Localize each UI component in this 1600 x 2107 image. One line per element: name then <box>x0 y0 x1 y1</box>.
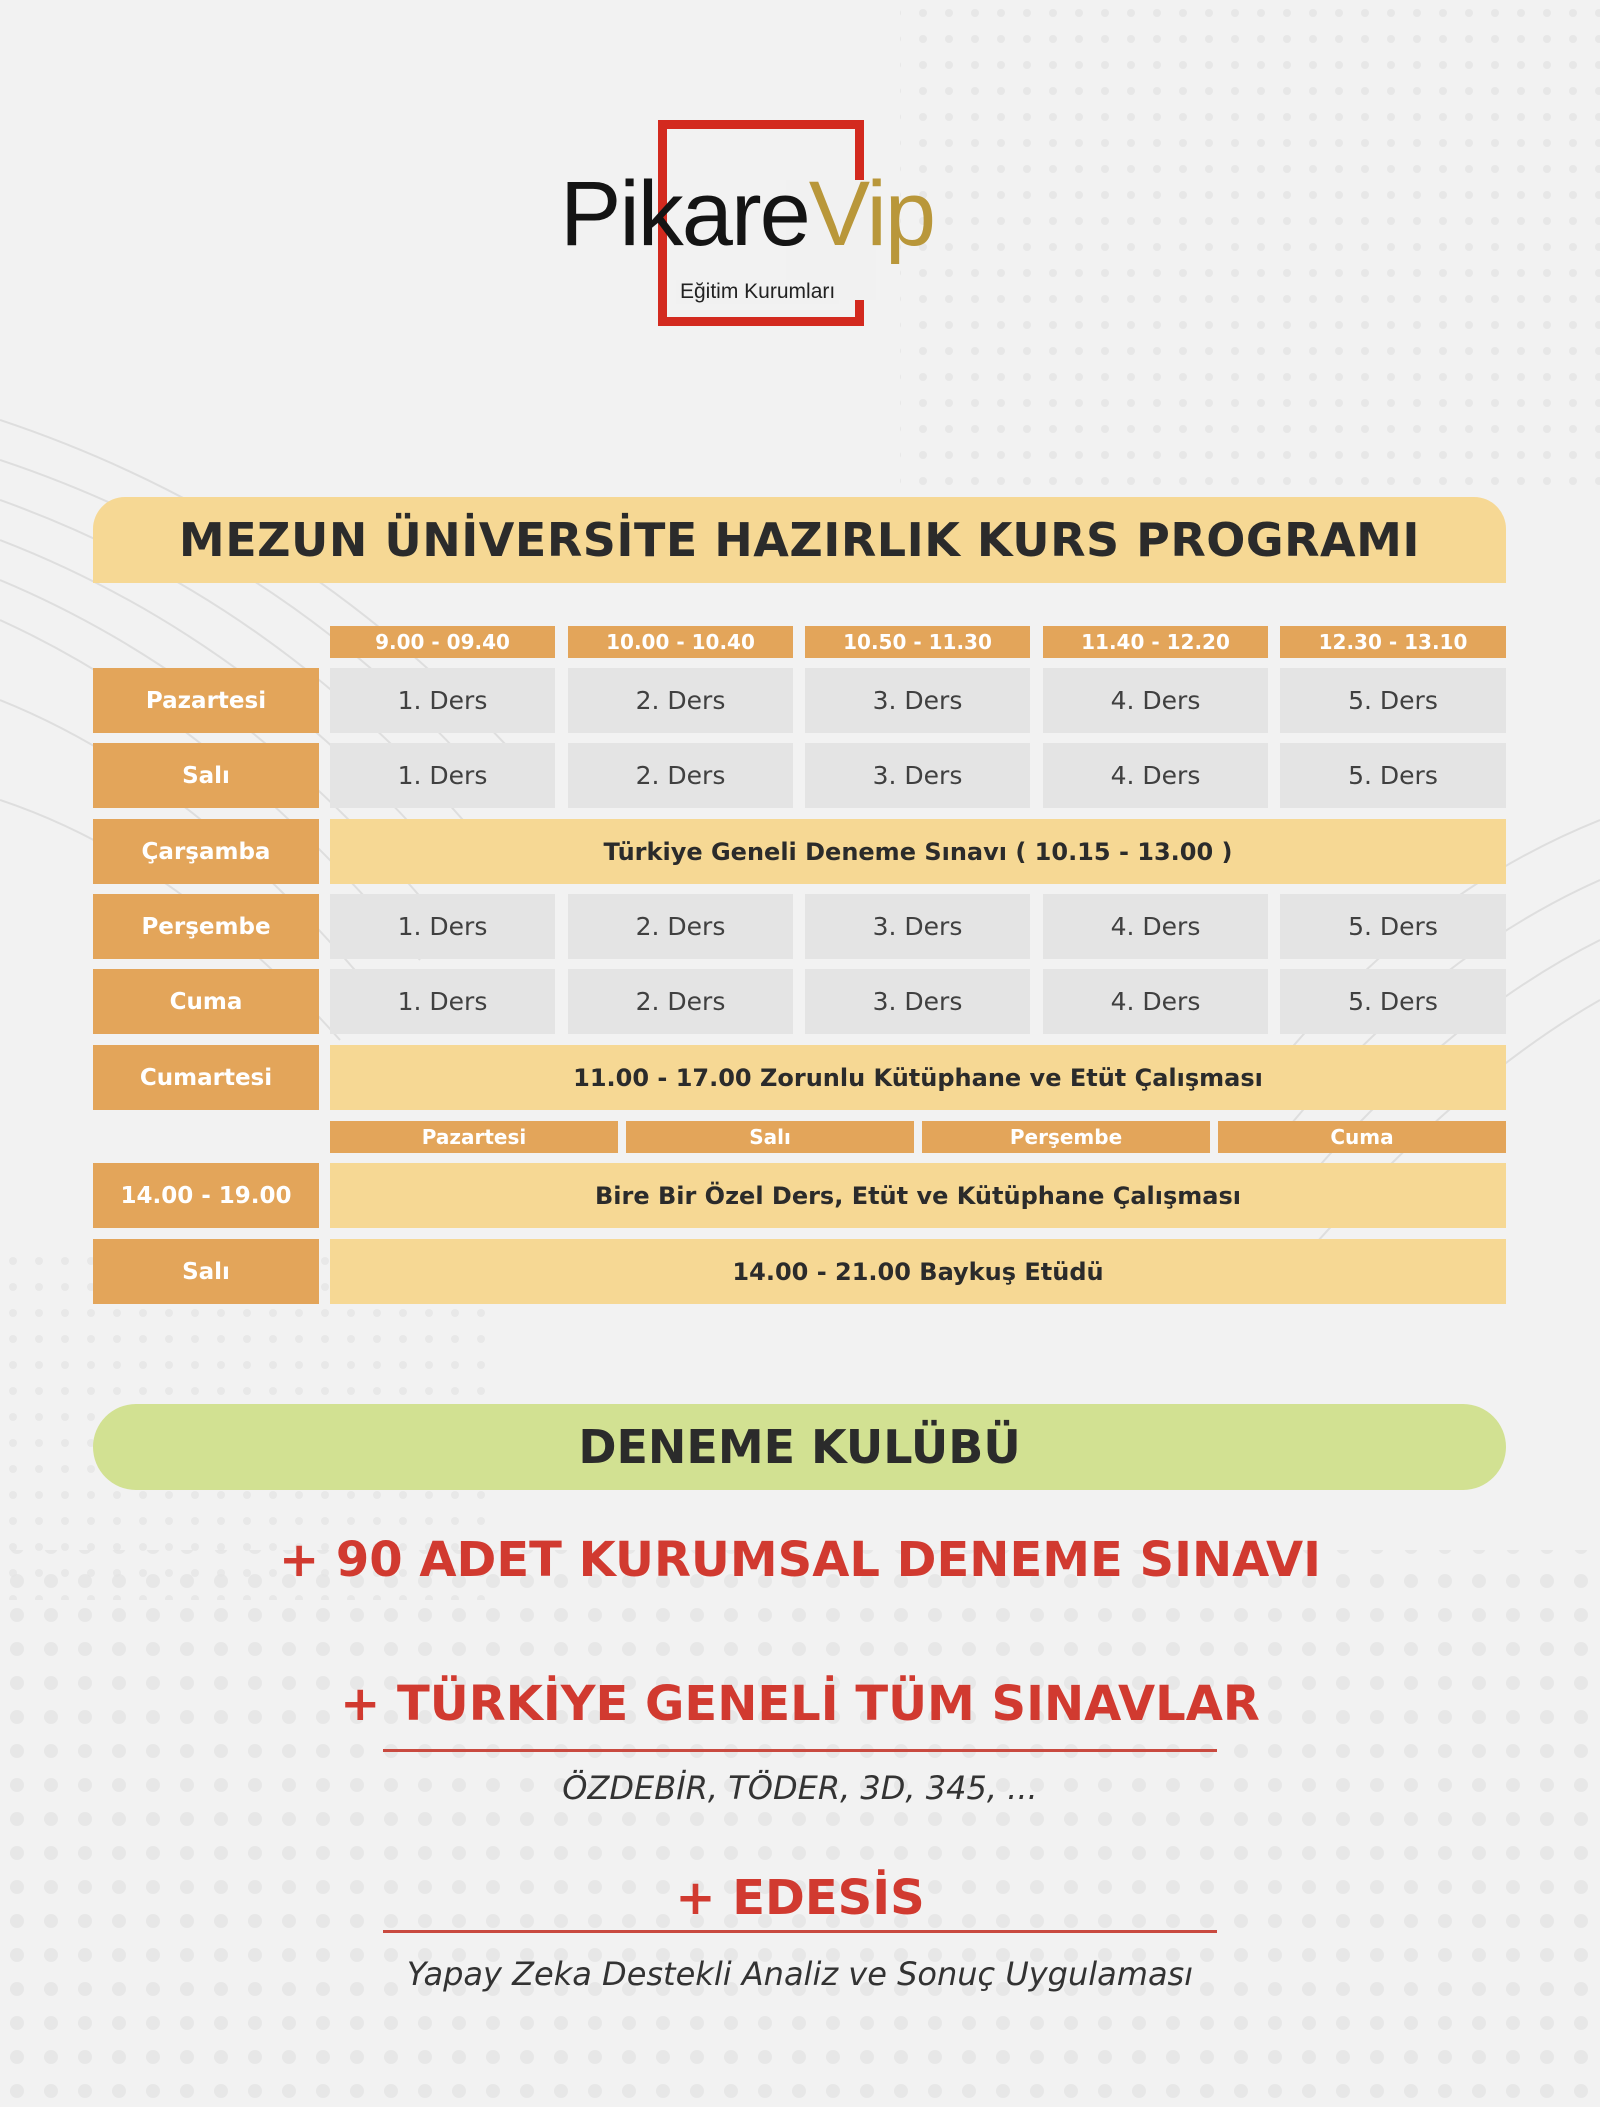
lesson-cell: 2. Ders <box>568 969 793 1034</box>
lesson-cell: 3. Ders <box>805 743 1030 808</box>
lesson-cell: 4. Ders <box>1043 668 1268 733</box>
afternoon-note: Bire Bir Özel Ders, Etüt ve Kütüphane Çalışması <box>330 1163 1506 1228</box>
club-item-exams: + 90 ADET KURUMSAL DENEME SINAVI <box>278 1532 1322 1588</box>
exam-note: Türkiye Geneli Deneme Sınavı ( 10.15 - 13.00 ) <box>330 819 1506 884</box>
day-label-cumartesi: Cumartesi <box>93 1045 319 1110</box>
time-slot-header: 11.40 - 12.20 <box>1043 626 1268 658</box>
brand-logo <box>560 120 1040 340</box>
lesson-cell: 4. Ders <box>1043 894 1268 959</box>
club-item-edesis: + EDESİS <box>675 1870 925 1926</box>
lesson-cell: 3. Ders <box>805 894 1030 959</box>
lesson-cell: 3. Ders <box>805 969 1030 1034</box>
lesson-cell: 4. Ders <box>1043 969 1268 1034</box>
club-item-national: + TÜRKİYE GENELİ TÜM SINAVLAR <box>340 1676 1260 1732</box>
baykus-note: 14.00 - 21.00 Baykuş Etüdü <box>330 1239 1506 1304</box>
lesson-cell: 2. Ders <box>568 668 793 733</box>
lesson-cell: 5. Ders <box>1280 743 1506 808</box>
club-item-edesis-sub: Yapay Zeka Destekli Analiz ve Sonuç Uygulaması <box>406 1955 1194 1993</box>
day-label-carsamba: Çarşamba <box>93 819 319 884</box>
lesson-cell: 5. Ders <box>1280 668 1506 733</box>
lesson-cell: 5. Ders <box>1280 894 1506 959</box>
lesson-cell: 1. Ders <box>330 894 555 959</box>
lesson-cell: 1. Ders <box>330 743 555 808</box>
day-label-persembe: Perşembe <box>93 894 319 959</box>
lesson-cell: 1. Ders <box>330 969 555 1034</box>
lesson-cell: 1. Ders <box>330 668 555 733</box>
divider <box>383 1749 1217 1752</box>
time-slot-header: 9.00 - 09.40 <box>330 626 555 658</box>
time-slot-header: 10.50 - 11.30 <box>805 626 1030 658</box>
lesson-cell: 2. Ders <box>568 743 793 808</box>
lesson-cell: 5. Ders <box>1280 969 1506 1034</box>
sub-day-header: Salı <box>626 1121 914 1153</box>
logo-wordmark: PikareVip <box>560 163 935 265</box>
library-note: 11.00 - 17.00 Zorunlu Kütüphane ve Etüt Çalışması <box>330 1045 1506 1110</box>
time-slot-header: 10.00 - 10.40 <box>568 626 793 658</box>
lesson-cell: 4. Ders <box>1043 743 1268 808</box>
sub-day-header: Cuma <box>1218 1121 1506 1153</box>
day-label-sali: Salı <box>93 743 319 808</box>
day-label-cuma: Cuma <box>93 969 319 1034</box>
lesson-cell: 2. Ders <box>568 894 793 959</box>
lesson-cell: 3. Ders <box>805 668 1030 733</box>
program-title: MEZUN ÜNİVERSİTE HAZIRLIK KURS PROGRAMI <box>178 513 1421 567</box>
sub-day-header: Pazartesi <box>330 1121 618 1153</box>
logo-subtitle: Eğitim Kurumları <box>676 280 839 304</box>
day-label-pazartesi: Pazartesi <box>93 668 319 733</box>
day-label-sali-evening: Salı <box>93 1239 319 1304</box>
program-title-banner <box>93 497 1506 583</box>
sub-day-header: Perşembe <box>922 1121 1210 1153</box>
afternoon-time-label: 14.00 - 19.00 <box>93 1163 319 1228</box>
divider <box>383 1930 1217 1933</box>
time-slot-header: 12.30 - 13.10 <box>1280 626 1506 658</box>
club-item-national-sub: ÖZDEBİR, TÖDER, 3D, 345, ... <box>562 1769 1038 1807</box>
club-title: DENEME KULÜBÜ <box>578 1420 1021 1474</box>
club-title-banner <box>93 1404 1506 1490</box>
